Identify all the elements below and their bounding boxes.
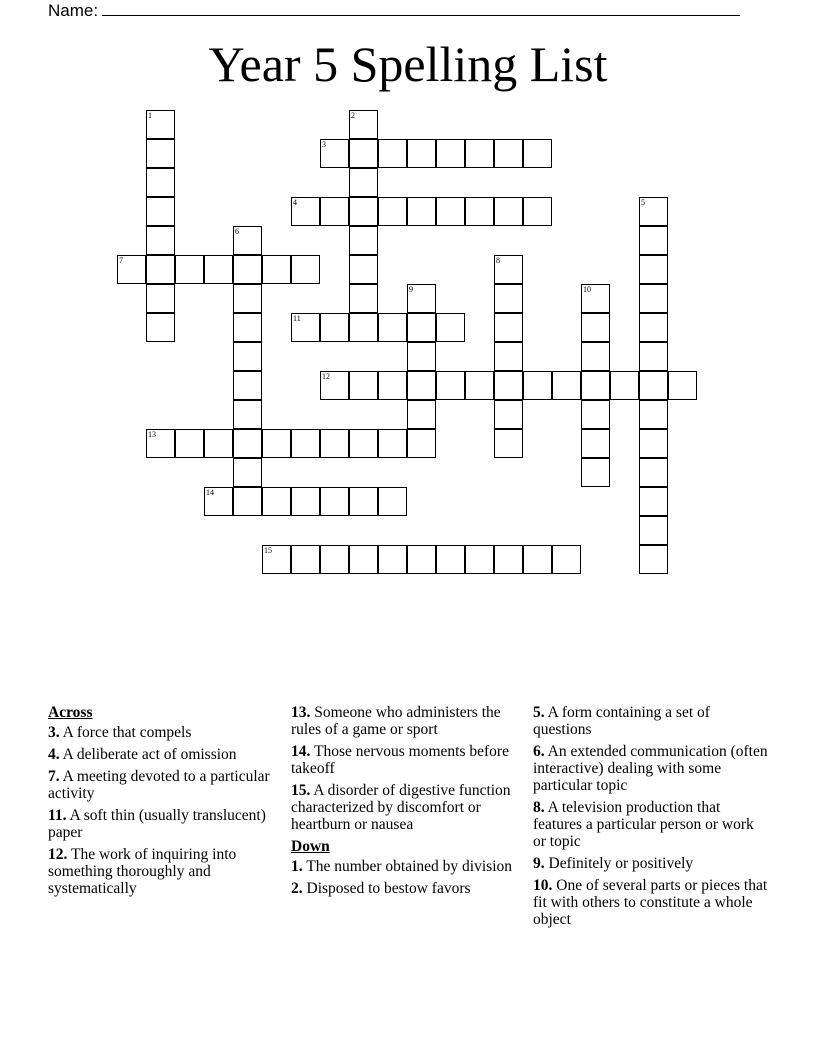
grid-cell[interactable] bbox=[233, 487, 262, 516]
grid-cell[interactable] bbox=[465, 371, 494, 400]
grid-cell[interactable] bbox=[610, 371, 639, 400]
grid-cell[interactable] bbox=[465, 139, 494, 168]
grid-cell[interactable] bbox=[378, 197, 407, 226]
grid-cell[interactable] bbox=[117, 255, 146, 284]
grid-cell[interactable] bbox=[146, 110, 175, 139]
clue-down-5: 5. A form containing a set of questions bbox=[533, 704, 710, 738]
name-label: Name: bbox=[48, 1, 99, 20]
grid-cell[interactable] bbox=[465, 545, 494, 574]
clue-number: 9 bbox=[409, 285, 413, 294]
grid-cell[interactable] bbox=[233, 313, 262, 342]
grid-cell[interactable] bbox=[233, 371, 262, 400]
grid-cell[interactable] bbox=[494, 429, 523, 458]
grid-cell[interactable] bbox=[349, 168, 378, 197]
grid-cell[interactable] bbox=[407, 197, 436, 226]
clue-across-12: 12. The work of inquiring into something thoroughly and systematically bbox=[48, 846, 237, 897]
grid-cell[interactable] bbox=[494, 342, 523, 371]
clue-number: 2 bbox=[351, 111, 355, 120]
grid-cell[interactable] bbox=[494, 545, 523, 574]
grid-cell[interactable] bbox=[378, 313, 407, 342]
grid-cell[interactable] bbox=[639, 545, 668, 574]
grid-cell[interactable] bbox=[407, 545, 436, 574]
clue-number: 15 bbox=[264, 546, 272, 555]
grid-cell[interactable] bbox=[465, 197, 494, 226]
grid-cell[interactable] bbox=[436, 313, 465, 342]
clues-column-2 bbox=[291, 704, 517, 902]
grid-cell[interactable] bbox=[291, 197, 320, 226]
grid-cell[interactable] bbox=[146, 313, 175, 342]
grid-cell[interactable] bbox=[407, 313, 436, 342]
grid-cell[interactable] bbox=[639, 429, 668, 458]
grid-cell[interactable] bbox=[146, 226, 175, 255]
grid-cell[interactable] bbox=[494, 313, 523, 342]
grid-cell[interactable] bbox=[407, 429, 436, 458]
clue-across-3: 3. A force that compels bbox=[48, 724, 192, 741]
grid-cell[interactable] bbox=[291, 545, 320, 574]
grid-cell[interactable] bbox=[291, 429, 320, 458]
clue-across-7: 7. A meeting devoted to a particular activity bbox=[48, 768, 270, 802]
grid-cell[interactable] bbox=[494, 284, 523, 313]
grid-cell[interactable] bbox=[407, 342, 436, 371]
grid-cell[interactable] bbox=[639, 284, 668, 313]
grid-cell[interactable] bbox=[523, 197, 552, 226]
grid-cell[interactable] bbox=[581, 371, 610, 400]
grid-cell[interactable] bbox=[233, 284, 262, 313]
grid-cell[interactable] bbox=[639, 458, 668, 487]
clue-down-10: 10. One of several parts or pieces that fit with others to constitute a whole object bbox=[533, 877, 768, 928]
grid-cell[interactable] bbox=[639, 371, 668, 400]
clue-number: 11 bbox=[293, 314, 301, 323]
clue-number: 6 bbox=[235, 227, 239, 236]
clue-number: 5 bbox=[641, 198, 645, 207]
grid-cell[interactable] bbox=[291, 255, 320, 284]
grid-cell[interactable] bbox=[320, 371, 349, 400]
grid-cell[interactable] bbox=[436, 545, 465, 574]
grid-cell[interactable] bbox=[639, 400, 668, 429]
clue-down-9: 9. Definitely or positively bbox=[533, 855, 694, 872]
grid-cell[interactable] bbox=[175, 255, 204, 284]
grid-cell[interactable] bbox=[581, 400, 610, 429]
grid-cell[interactable] bbox=[494, 255, 523, 284]
down-heading: Down bbox=[291, 838, 330, 855]
grid-cell[interactable] bbox=[262, 429, 291, 458]
grid-cell[interactable] bbox=[349, 487, 378, 516]
clue-across-15: 15. A disorder of digestive function characterized by discomfort or heartburn or nausea bbox=[291, 782, 511, 833]
across-heading: Across bbox=[48, 704, 93, 721]
grid-cell[interactable] bbox=[407, 400, 436, 429]
grid-cell[interactable] bbox=[523, 139, 552, 168]
grid-cell[interactable] bbox=[349, 545, 378, 574]
grid-cell[interactable] bbox=[552, 545, 581, 574]
grid-cell[interactable] bbox=[146, 197, 175, 226]
clue-across-14: 14. Those nervous moments before takeoff bbox=[291, 743, 509, 777]
clues-column-3 bbox=[533, 704, 769, 933]
grid-cell[interactable] bbox=[436, 139, 465, 168]
clue-across-13: 13. Someone who administers the rules of a game or sport bbox=[291, 704, 501, 738]
grid-cell[interactable] bbox=[204, 255, 233, 284]
grid-cell[interactable] bbox=[378, 429, 407, 458]
clue-down-8: 8. A television production that features a particular person or work or topic bbox=[533, 799, 754, 850]
grid-cell[interactable] bbox=[494, 197, 523, 226]
page-title: Year 5 Spelling List bbox=[208, 36, 608, 92]
clue-across-11: 11. A soft thin (usually translucent) paper bbox=[48, 807, 266, 841]
clue-number: 4 bbox=[293, 198, 297, 207]
grid-cell[interactable] bbox=[233, 400, 262, 429]
grid-cell[interactable] bbox=[320, 139, 349, 168]
grid-cell[interactable] bbox=[175, 429, 204, 458]
clue-down-6: 6. An extended communication (often interactive) dealing with some particular topic bbox=[533, 743, 768, 794]
grid-cell[interactable] bbox=[523, 371, 552, 400]
grid-cell[interactable] bbox=[378, 139, 407, 168]
grid-cell[interactable] bbox=[233, 429, 262, 458]
grid-cell[interactable] bbox=[349, 255, 378, 284]
grid-cell[interactable] bbox=[349, 139, 378, 168]
grid-cell[interactable] bbox=[639, 255, 668, 284]
grid-cell[interactable] bbox=[146, 139, 175, 168]
grid-cell[interactable] bbox=[320, 313, 349, 342]
grid-cell[interactable] bbox=[639, 197, 668, 226]
grid-cell[interactable] bbox=[320, 545, 349, 574]
grid-cell[interactable] bbox=[639, 313, 668, 342]
grid-cell[interactable] bbox=[552, 371, 581, 400]
clue-number: 13 bbox=[148, 430, 156, 439]
grid-cell[interactable] bbox=[233, 458, 262, 487]
grid-cell[interactable] bbox=[494, 400, 523, 429]
grid-cell[interactable] bbox=[320, 429, 349, 458]
grid-cell[interactable] bbox=[146, 168, 175, 197]
grid-cell[interactable] bbox=[349, 226, 378, 255]
grid-cell[interactable] bbox=[378, 545, 407, 574]
clue-across-4: 4. A deliberate act of omission bbox=[48, 746, 237, 763]
grid-cell[interactable] bbox=[291, 313, 320, 342]
grid-cell[interactable] bbox=[581, 342, 610, 371]
grid-cell[interactable] bbox=[146, 284, 175, 313]
grid-cell[interactable] bbox=[581, 458, 610, 487]
grid-cell[interactable] bbox=[436, 197, 465, 226]
grid-cell[interactable] bbox=[233, 255, 262, 284]
grid-cell[interactable] bbox=[378, 371, 407, 400]
grid-cell[interactable] bbox=[639, 342, 668, 371]
clue-number: 3 bbox=[322, 140, 326, 149]
grid-cell[interactable] bbox=[378, 487, 407, 516]
grid-cell[interactable] bbox=[407, 139, 436, 168]
clue-down-1: 1. The number obtained by division bbox=[291, 858, 513, 875]
grid-cell[interactable] bbox=[436, 371, 465, 400]
grid-cell[interactable] bbox=[262, 545, 291, 574]
grid-cell[interactable] bbox=[349, 371, 378, 400]
clue-down-2: 2. Disposed to bestow favors bbox=[291, 880, 471, 897]
grid-cell[interactable] bbox=[349, 429, 378, 458]
grid-cell[interactable] bbox=[494, 139, 523, 168]
grid-cell[interactable] bbox=[639, 226, 668, 255]
grid-cell[interactable] bbox=[639, 487, 668, 516]
clue-number: 8 bbox=[496, 256, 500, 265]
grid-cell[interactable] bbox=[262, 255, 291, 284]
grid-cell[interactable] bbox=[407, 284, 436, 313]
grid-cell[interactable] bbox=[146, 255, 175, 284]
grid-cell[interactable] bbox=[523, 545, 552, 574]
clue-number: 7 bbox=[119, 256, 123, 265]
grid-cell[interactable] bbox=[581, 313, 610, 342]
clues-column-1 bbox=[48, 704, 280, 902]
grid-cell[interactable] bbox=[233, 342, 262, 371]
grid-cell[interactable] bbox=[349, 313, 378, 342]
grid-cell[interactable] bbox=[204, 429, 233, 458]
grid-cell[interactable] bbox=[407, 371, 436, 400]
grid-cell[interactable] bbox=[146, 429, 175, 458]
grid-cell[interactable] bbox=[291, 487, 320, 516]
grid-cell[interactable] bbox=[204, 487, 233, 516]
clue-number: 12 bbox=[322, 372, 330, 381]
grid-cell[interactable] bbox=[320, 487, 349, 516]
clue-number: 14 bbox=[206, 488, 214, 497]
grid-cell[interactable] bbox=[349, 110, 378, 139]
grid-cell[interactable] bbox=[668, 371, 697, 400]
grid-cell[interactable] bbox=[581, 429, 610, 458]
grid-cell[interactable] bbox=[262, 487, 291, 516]
grid-cell[interactable] bbox=[581, 284, 610, 313]
grid-cell[interactable] bbox=[494, 371, 523, 400]
grid-cell[interactable] bbox=[349, 284, 378, 313]
clue-number: 1 bbox=[148, 111, 152, 120]
grid-cell[interactable] bbox=[639, 516, 668, 545]
grid-cell[interactable] bbox=[233, 226, 262, 255]
grid-cell[interactable] bbox=[349, 197, 378, 226]
grid-cell[interactable] bbox=[320, 197, 349, 226]
clue-number: 10 bbox=[583, 285, 591, 294]
